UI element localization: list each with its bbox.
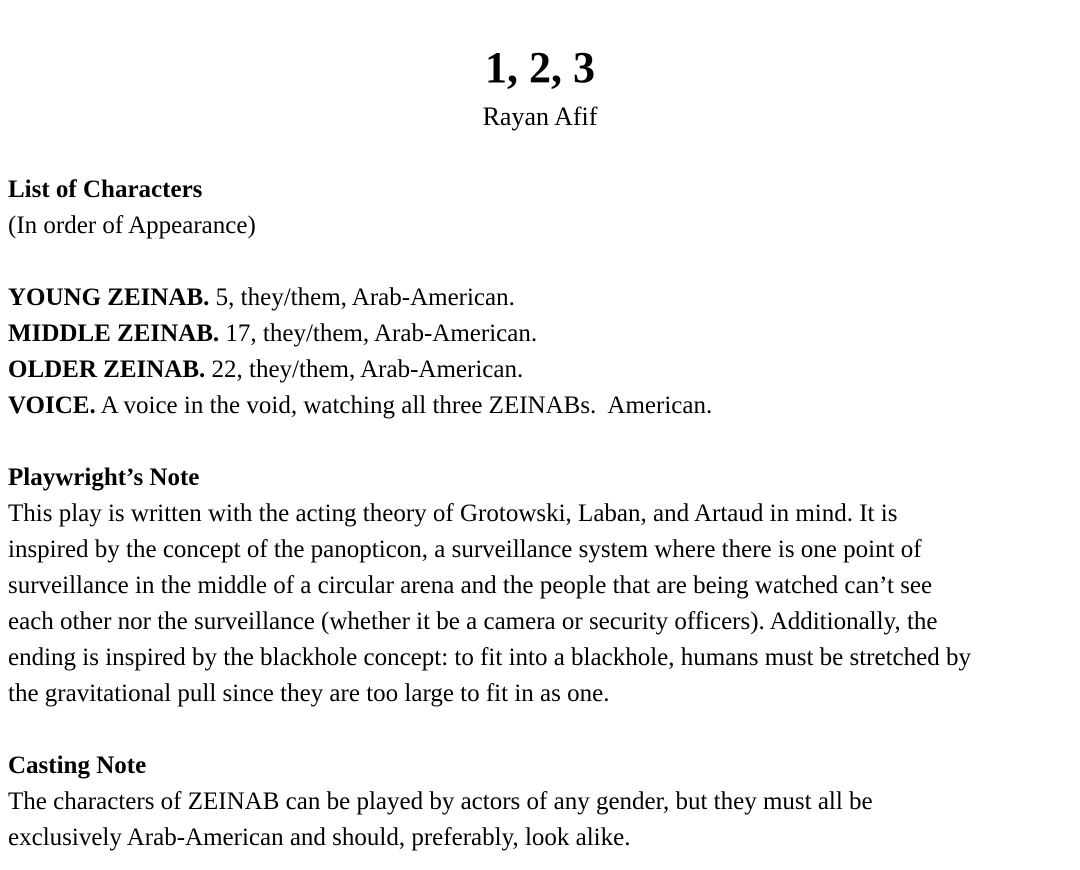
playwright-note-line: inspired by the concept of the panopticon, a surveillance system where there is one point of xyxy=(8,536,922,563)
playwright-note-heading: Playwright’s Note xyxy=(8,464,200,491)
characters-subheading: (In order of Appearance) xyxy=(8,212,256,239)
character-entry xyxy=(8,388,1073,424)
characters-section xyxy=(8,172,1073,244)
characters-heading: List of Characters xyxy=(8,176,203,203)
character-list xyxy=(8,280,1073,424)
character-description: A voice in the void, watching all three ZEINABs. American. xyxy=(95,392,713,419)
character-description: 5, they/them, Arab-American. xyxy=(209,284,515,311)
character-entry xyxy=(8,316,1073,352)
author-name: Rayan Afif xyxy=(482,102,598,131)
playwright-note-line: the gravitational pull since they are too large to fit in as one. xyxy=(8,680,610,707)
character-name: VOICE. xyxy=(8,392,96,419)
casting-note-line: exclusively Arab-American and should, preferably, look alike. xyxy=(8,824,631,851)
casting-note-heading: Casting Note xyxy=(8,752,147,779)
character-entry xyxy=(8,352,1073,388)
character-name: OLDER ZEINAB. xyxy=(8,356,206,383)
casting-note-section xyxy=(8,748,1073,856)
playwright-note-section xyxy=(8,460,1073,712)
character-description: 17, they/them, Arab-American. xyxy=(219,320,538,347)
playwright-note-line: each other nor the surveillance (whether it be a camera or security officers). Additionally, the xyxy=(8,608,938,635)
character-name: MIDDLE ZEINAB. xyxy=(8,320,220,347)
character-description: 22, they/them, Arab-American. xyxy=(205,356,524,383)
play-title: 1, 2, 3 xyxy=(485,43,595,92)
playwright-note-line: surveillance in the middle of a circular arena and the people that are being watched can’t see xyxy=(8,572,933,599)
playwright-note-line: This play is written with the acting theory of Grotowski, Laban, and Artaud in mind. It is xyxy=(8,500,898,527)
character-entry xyxy=(8,280,1073,316)
casting-note-line: The characters of ZEINAB can be played by actors of any gender, but they must all be xyxy=(8,788,873,815)
character-name: YOUNG ZEINAB. xyxy=(8,284,210,311)
playwright-note-line: ending is inspired by the blackhole concept: to fit into a blackhole, humans must be stretched by xyxy=(8,644,971,671)
